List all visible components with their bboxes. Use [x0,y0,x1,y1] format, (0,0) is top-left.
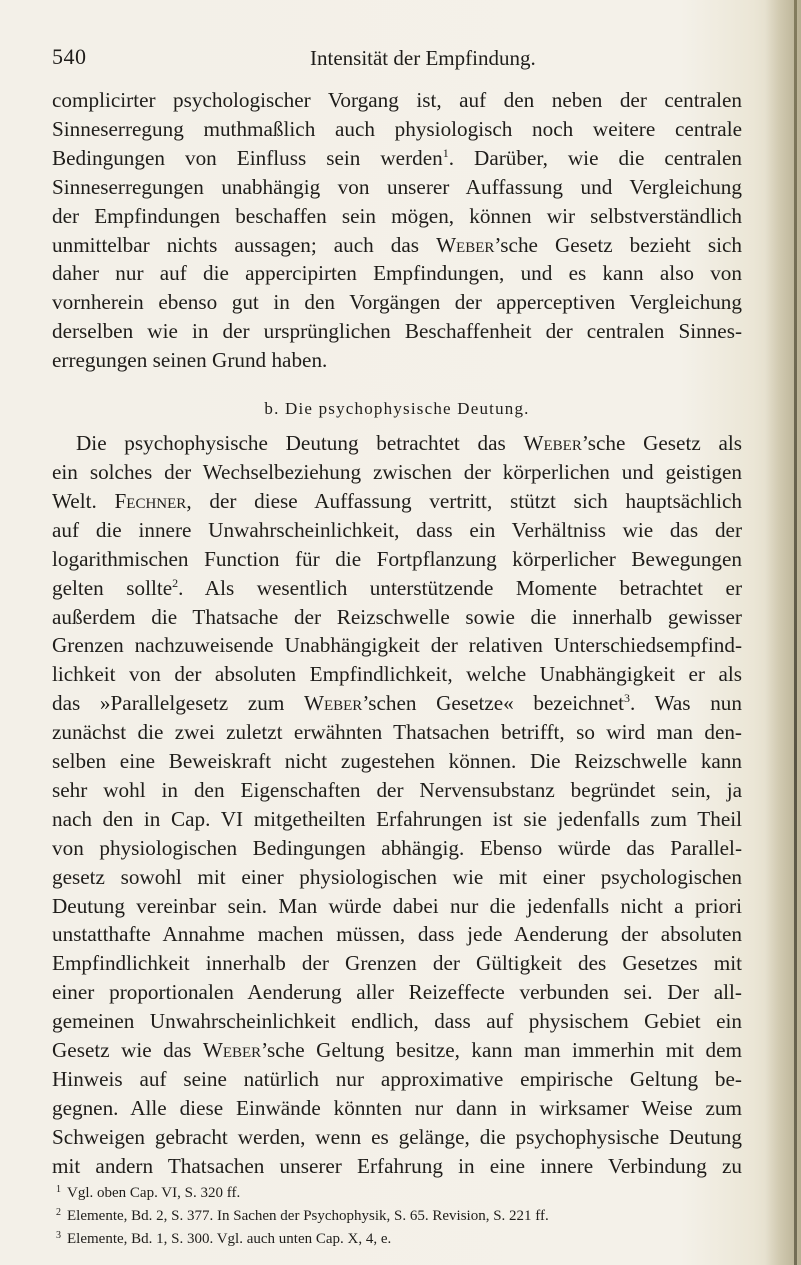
text-run: ’sche Gesetz bezieht sich [494,232,742,257]
footnote [52,1203,752,1226]
text-line: daher nur auf die appercipirten Empfindungen, und es kann also von [52,261,742,286]
footnote-text: Elemente, Bd. 1, S. 300. Vgl. auch unten Cap. X, 4, e. [67,1231,392,1247]
footnote-mark: 1 [56,1184,61,1195]
text-line: von physiologischen Bedingungen abhängig. Ebenso würde das Parallel- [52,835,742,860]
text-line: logarithmischen Function für die Fortpflanzung körperlicher Bewegungen [52,546,742,571]
text-line: außerdem die Thatsache der Reizschwelle sowie die innerhalb gewisser [52,604,742,629]
text-run: . Als wesentlich unterstützende Momente betrachtet er [178,575,742,600]
author-name: Weber [202,1038,262,1063]
text-run: . Darüber, wie die centralen [448,145,742,170]
text-line: Sinneserregung muthmaßlich auch physiologisch noch weitere centrale [52,116,742,141]
text-line: einer proportionalen Aenderung aller Reizeffecte verbunden sei. Der all- [52,980,742,1005]
page-number: 540 [52,44,87,69]
text-line: sehr wohl in den Eigenschaften der Nervensubstanz begründet sein, ja [52,777,742,802]
text-line [52,144,742,173]
text-run: ’sche Gesetz als [581,431,742,456]
text-run: Gesetz wie das [52,1038,203,1063]
text-run: das »Parallelgesetz zum [52,691,304,716]
text-run: ’schen Gesetze« bezeichnet [362,691,624,716]
text-line: complicirter psychologischer Vorgang ist, auf den neben der centralen [52,88,742,112]
footnote-ref: 1 [442,145,449,160]
footnote-mark: 3 [56,1230,61,1241]
text-line: ein solches der Wechselbeziehung zwischen der körperlichen und geistigen [52,459,742,484]
footnote-mark: 2 [56,1207,61,1218]
text-run: Welt. [52,488,115,513]
text-run: Die psychophysische Deutung betrachtet das [76,431,524,456]
author-name: Fechner [114,488,187,513]
text-line: unstatthafte Annahme machen müssen, dass jede Aenderung der absoluten [52,922,742,947]
text-line: erregungen seinen Grund haben. [52,348,328,373]
text-line: nach den in Cap. VI mitgetheilten Erfahrungen ist sie jedenfalls zum Theil [52,806,742,831]
text-line: gegnen. Alle diese Einwände könnten nur dann in wirksamer Weise zum [52,1095,742,1120]
text-line [52,1036,742,1065]
text-run: ’sche Geltung besitze, kann man immerhin mit dem [261,1038,742,1063]
text-run: , der diese Auffassung vertritt, stützt sich hauptsächlich [186,488,742,513]
text-line: Empfindlichkeit innerhalb der Grenzen der Gültigkeit des Gesetzes mit [52,951,742,976]
footnotes [52,1180,752,1249]
text-run: . Was nun [630,691,742,716]
text-run: unmittelbar nichts aussagen; auch das [52,232,437,257]
footnote-ref: 3 [624,691,630,706]
text-line: gesetz sowohl mit einer physiologischen wie mit einer psychologischen [52,864,742,889]
footnote [52,1180,752,1203]
text-line: zunächst die zwei zuletzt erwähnten Thatsachen betrifft, so wird man den- [52,720,742,745]
footnote-text: Elemente, Bd. 2, S. 377. In Sachen der Psychophysik, S. 65. Revision, S. 221 ff. [67,1208,549,1224]
text-line: auf die innere Unwahrscheinlichkeit, dass ein Verhältniss wie das der [52,517,742,542]
text-line: Sinneserregungen unabhängig von unserer Auffassung und Vergleichung [52,174,742,199]
section-subheading: b. Die psychophysische Deutung. [264,399,530,419]
text-line [52,231,742,260]
paragraph-2 [52,429,742,1181]
text-line [52,574,742,603]
author-name: Weber [303,691,363,716]
footnote-text: Vgl. oben Cap. VI, S. 320 ff. [67,1185,241,1201]
text-line: der Empfindungen beschaffen sein mögen, können wir selbstverständlich [52,203,742,228]
text-line: Schweigen gebracht werden, wenn es gelänge, die psychophysische Deutung [52,1124,742,1149]
text-line [52,429,742,458]
text-run: Bedingungen von Einfluss sein werden [52,145,443,170]
running-head: Intensität der Empfindung. [310,46,536,70]
text-line: mit andern Thatsachen unserer Erfahrung in eine innere Verbindung zu [52,1153,742,1178]
text-line [52,689,742,718]
text-line: derselben wie in der ursprünglichen Beschaffenheit der centralen Sinnes- [52,319,742,344]
text-line [52,487,742,516]
text-line: selben eine Beweiskraft nicht zugestehen können. Die Reizschwelle kann [52,749,742,774]
text-line: Deutung vereinbar sein. Man würde dabei nur die jedenfalls nicht a priori [52,893,742,918]
footnote-ref: 2 [172,575,179,590]
page-edge-binding [794,0,797,1265]
text-run: gelten sollte [52,575,173,600]
author-name: Weber [436,232,495,257]
body-text [52,86,742,1181]
text-line: gemeinen Unwahrscheinlichkeit endlich, dass auf physischem Gebiet ein [52,1009,742,1034]
text-line: lichkeit von der absoluten Empfindlichkeit, welche Unabhängigkeit er als [52,662,742,687]
text-line: Grenzen nachzuweisende Unabhängigkeit der relativen Unterschiedsempfind- [52,633,742,658]
subheading-block [52,375,742,429]
author-name: Weber [523,431,582,456]
text-line: vornherein ebenso gut in den Vorgängen der apperceptiven Vergleichung [52,290,742,315]
paragraph-1 [52,86,742,375]
page-header [52,44,742,78]
text-line: Hinweis auf seine natürlich nur approximative empirische Geltung be- [52,1067,742,1091]
footnote [52,1226,752,1249]
